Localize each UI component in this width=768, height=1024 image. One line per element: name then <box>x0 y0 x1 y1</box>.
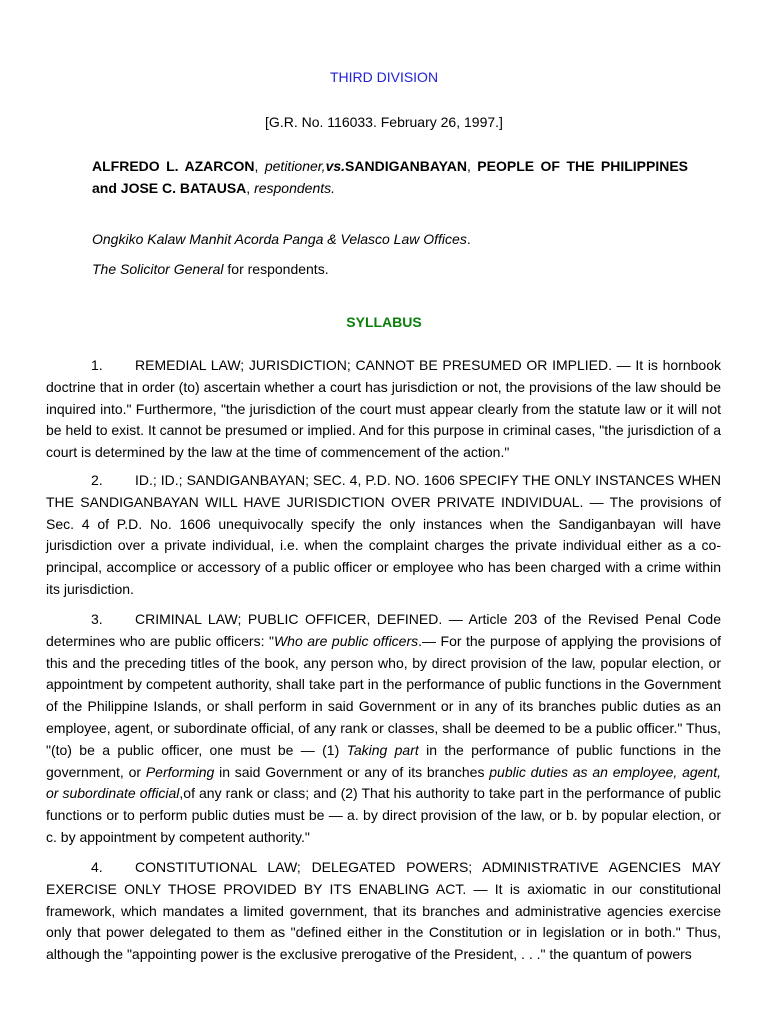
parties-separator: , <box>246 179 255 196</box>
syllabus-item-text: .— For the purpose of applying the provisions of this and the preceding titles of the book, any person who, by direct provision of the law, popular election, or appointment by competent authority, shall take part in the performance of public functions in the Government of the Philippine Islands, or shall perform in said Government or in any of its branches public duties as an employee, agent, or subordinate official, of any rank or classes, shall be deemed to be a public officer." Thus, "(to) be a public officer, one must be — (1) <box>46 632 721 758</box>
respondent-counsel-suffix: for respondents. <box>223 261 329 277</box>
case-parties <box>92 156 688 199</box>
petitioner-counsel-name: Ongkiko Kalaw Manhit Acorda Panga & Velasco Law Offices <box>92 231 467 247</box>
syllabus-item-italic: Performing <box>145 763 215 780</box>
syllabus-item-text: CRIMINAL LAW; PUBLIC OFFICER, DEFINED. — Article 203 of the Revised Penal Code determines who are public officers: " <box>46 611 721 649</box>
syllabus-item <box>46 609 721 849</box>
petitioner-counsel <box>92 229 712 249</box>
syllabus-item-text: in the performance of public functions in the government, or <box>46 741 722 780</box>
syllabus-item-text: ID.; ID.; SANDIGANBAYAN; SEC. 4, P.D. NO. 1606 SPECIFY THE ONLY INSTANCES WHEN THE SANDIGANBAYAN WILL HAVE JURISDICTION OVER PRIVATE INDIVIDUAL. — The provisions of Sec. 4 of P.D. No. 1606 unequivocally specify the only instances when the Sandiganbayan will have jurisdiction over a private individual, i.e. when the complaint charges the private individual either as a co-principal, accomplice or accessory of a public officer or employee who has been charged with a crime within its jurisdiction. <box>46 472 721 597</box>
versus-label: vs. <box>325 158 346 174</box>
syllabus-heading: SYLLABUS <box>346 314 422 330</box>
petitioner-name: ALFREDO L. AZARCON <box>92 158 255 174</box>
syllabus-item-number: 1. <box>91 357 103 373</box>
syllabus-item <box>46 355 721 464</box>
syllabus-item-italic: Taking part <box>346 741 419 758</box>
syllabus-item-number: 4. <box>91 859 103 875</box>
petitioner-role: petitioner, <box>264 158 326 174</box>
respondent-counsel-name: The Solicitor General <box>92 261 224 277</box>
syllabus-item-text: REMEDIAL LAW; JURISDICTION; CANNOT BE PRESUMED OR IMPLIED. — It is hornbook doctrine that in order (to) ascertain whether a court has jurisdiction or not, the provisions of the law should be inquired into." Furthermore, "the jurisdiction of the court must appear clearly from the statute law or it will not be held to exist. It cannot be presumed or implied. And for this purpose in criminal cases, "the jurisdiction of a court is determined by the law at the time of commencement of the action." <box>46 357 721 461</box>
division-heading: THIRD DIVISION <box>329 69 439 85</box>
gr-number: [G.R. No. 116033. February 26, 1997.] <box>265 114 503 130</box>
respondent-sandiganbayan: SANDIGANBAYAN <box>345 158 467 174</box>
parties-separator: , <box>466 158 478 174</box>
syllabus-item-italic: public duties as an employee, agent, or subordinate official <box>46 763 721 802</box>
respondent-role: respondents. <box>254 179 336 196</box>
syllabus-item-number: 2. <box>91 472 103 488</box>
syllabus-item-text: ,of any rank or class; and (2) That his authority to take part in the performance of public functions or to perform public duties must be — a. by direct provision of the law, or b. by popular election, or c. by appointment by competent authority." <box>46 785 721 845</box>
syllabus-item-text: in said Government or any of its branches <box>214 763 490 780</box>
parties-separator: , <box>254 158 265 174</box>
syllabus-item-text: CONSTITUTIONAL LAW; DELEGATED POWERS; ADMINISTRATIVE AGENCIES MAY EXERCISE ONLY THOSE PROVIDED BY ITS ENABLING ACT. — It is axiomatic in our constitutional framework, which mandates a limited government, that its branches and administrative agencies exercise only that power delegated to them as "defined either in the Constitution or in legislation or in both." Thus, although the "appointing power is the exclusive prerogative of the President, . . ." the quantum of powers <box>46 859 721 963</box>
syllabus-item <box>46 470 721 601</box>
petitioner-counsel-period: . <box>466 231 471 247</box>
syllabus-item-italic: Who are public officers <box>273 632 419 649</box>
respondent-names: PEOPLE OF THE PHILIPPINES and JOSE C. BATAUSA <box>92 158 689 196</box>
syllabus-item <box>46 857 721 966</box>
respondent-counsel <box>92 259 712 279</box>
syllabus-item-number: 3. <box>91 611 103 627</box>
